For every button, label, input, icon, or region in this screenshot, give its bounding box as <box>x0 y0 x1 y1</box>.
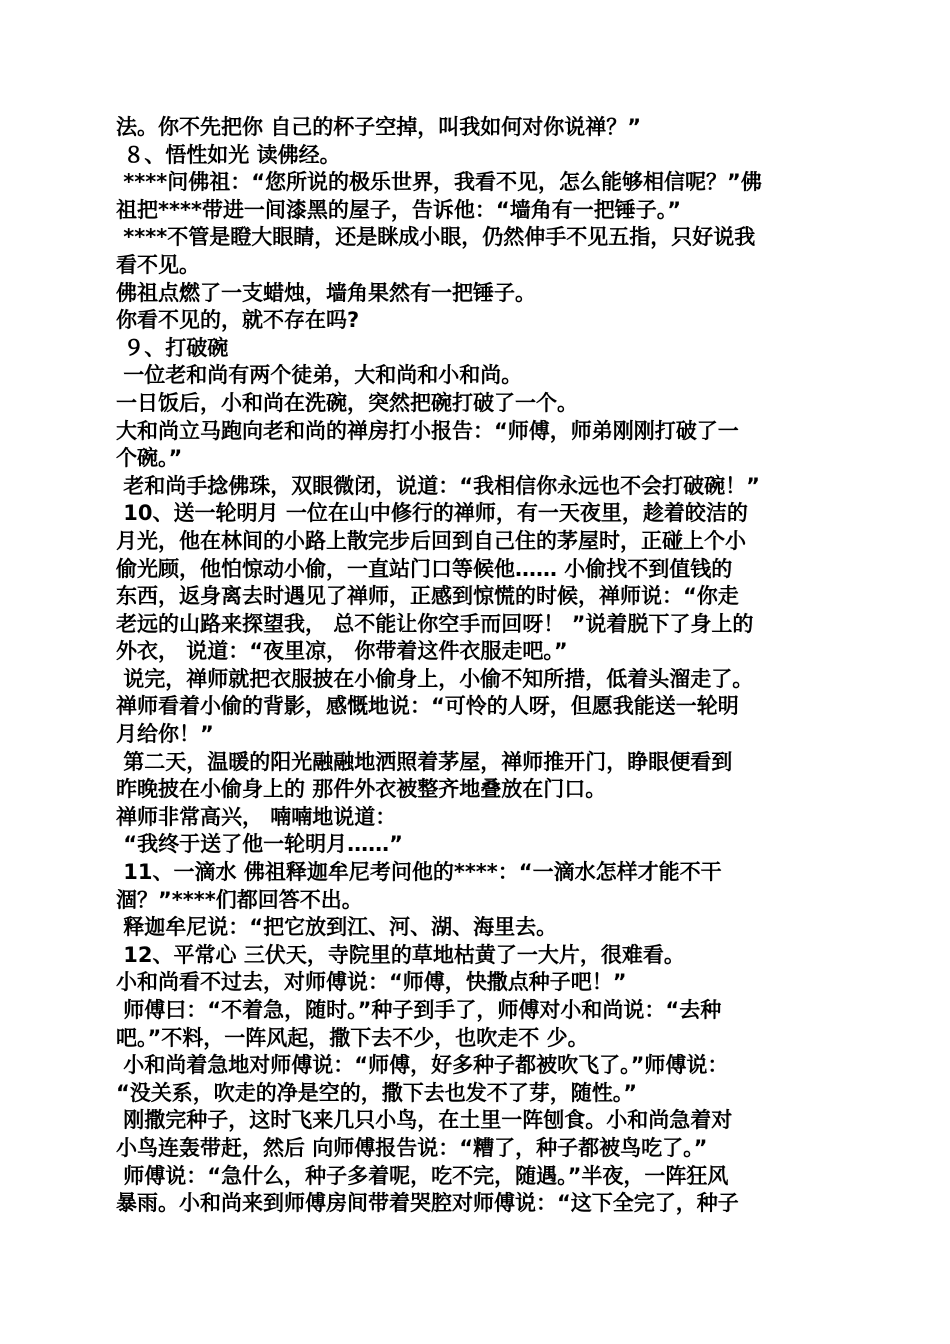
text-line: 小和尚着急地对师傅说：“师傅，好多种子都被吹飞了。”师傅说： <box>116 1053 729 1078</box>
text-line: 佛祖点燃了一支蜡烛，墙角果然有一把锤子。 <box>116 280 536 305</box>
text-line: 师傅说：“急什么，种子多着呢，吃不完，随遇。”半夜，一阵狂风 <box>116 1163 729 1188</box>
text-line: 一日饭后，小和尚在洗碗，突然把碗打破了一个。 <box>116 390 578 415</box>
text-line: 禅师非常高兴， 喃喃地说道： <box>116 804 397 829</box>
text-line: 昨晚披在小偷身上的 那件外衣被整齐地叠放在门口。 <box>116 777 607 802</box>
text-line: 你看不见的，就不存在吗? <box>116 308 360 333</box>
text-line: 小和尚看不过去，对师傅说：“师傅，快撒点种子吧！” <box>116 970 627 995</box>
text-line: 老远的山路来探望我， 总不能让你空手而回呀！ ”说着脱下了身上的 <box>116 611 754 636</box>
text-line: 一位老和尚有两个徒弟，大和尚和小和尚。 <box>116 363 523 388</box>
text-line: ８、悟性如光 读佛经。 <box>116 142 341 167</box>
text-line: 法。你不先把你 自己的杯子空掉，叫我如何对你说禅？” <box>116 115 642 139</box>
text-line: 说完，禅师就把衣服披在小偷身上，小偷不知所措，低着头溜走了。 <box>116 666 754 691</box>
text-line: 大和尚立马跑向老和尚的禅房打小报告：“师傅，师弟刚刚打破了一 <box>116 418 739 443</box>
text-line: ９、打破碗 <box>116 335 229 360</box>
text-line: 祖把****带进一间漆黑的屋子，告诉他：“墙角有一把锤子。” <box>116 197 682 222</box>
text-line: 师傅曰：“不着急，随时。”种子到手了，师傅对小和尚说：“去种 <box>116 998 722 1022</box>
text-line: 吧。”不料，一阵风起，撒下去不少，也吹走不 少。 <box>116 1025 589 1050</box>
body-text <box>116 114 836 1218</box>
text-line: 东西，返身离去时遇见了禅师，正感到惊慌的时候，禅师说：“你走 <box>116 584 739 609</box>
text-line: “我终于送了他一轮明月……” <box>116 832 403 857</box>
text-line: 看不见。 <box>116 252 200 277</box>
text-line: 个碗。” <box>116 446 183 471</box>
text-line: 10、送一轮明月 一位在山中修行的禅师，有一天夜里，趁着皎洁的 <box>116 501 748 526</box>
text-line: 释迦牟尼说：“把它放到江、河、湖、海里去。 <box>116 915 558 940</box>
text-line: 暴雨。小和尚来到师傅房间带着哭腔对师傅说：“这下全完了，种子 <box>116 1191 739 1216</box>
text-line: 月光，他在林间的小路上散完步后回到自己住的茅屋时，正碰上个小 <box>116 528 746 553</box>
text-line: 11、一滴水 佛祖释迦牟尼考问他的****：“一滴水怎样才能不干 <box>116 860 722 885</box>
text-line: 刚撒完种子，这时飞来几只小鸟，在土里一阵刨食。小和尚急着对 <box>116 1108 733 1133</box>
text-line: ****问佛祖：“您所说的极乐世界，我看不见，怎么能够相信呢？”佛 <box>116 170 762 195</box>
text-line: 外衣， 说道：“夜里凉， 你带着这件衣服走吧。” <box>116 639 568 664</box>
text-line: 12、平常心 三伏天，寺院里的草地枯黄了一大片，很难看。 <box>116 942 685 967</box>
text-line: 涸？”****们都回答不出。 <box>116 887 363 912</box>
text-line: 月给你！” <box>116 722 214 747</box>
text-line: 偷光顾，他怕惊动小偷，一直站门口等候他…… 小偷找不到值钱的 <box>116 556 733 581</box>
text-line: ****不管是瞪大眼睛，还是眯成小眼，仍然伸手不见五指，只好说我 <box>116 225 756 250</box>
text-line: 老和尚手捻佛珠，双眼微闭，说道：“我相信你永远也不会打破碗！” <box>116 473 760 498</box>
text-line: 禅师看着小偷的背影，感慨地说：“可怜的人呀，但愿我能送一轮明 <box>116 694 739 719</box>
text-line: 小鸟连轰带赶，然后 向师傅报告说：“糟了，种子都被鸟吃了。” <box>116 1135 708 1160</box>
text-line: 第二天，温暖的阳光融融地洒照着茅屋，禅师推开门，睁眼便看到 <box>116 749 733 774</box>
text-line: “没关系，吹走的净是空的，撒下去也发不了芽，随性。” <box>116 1080 638 1105</box>
